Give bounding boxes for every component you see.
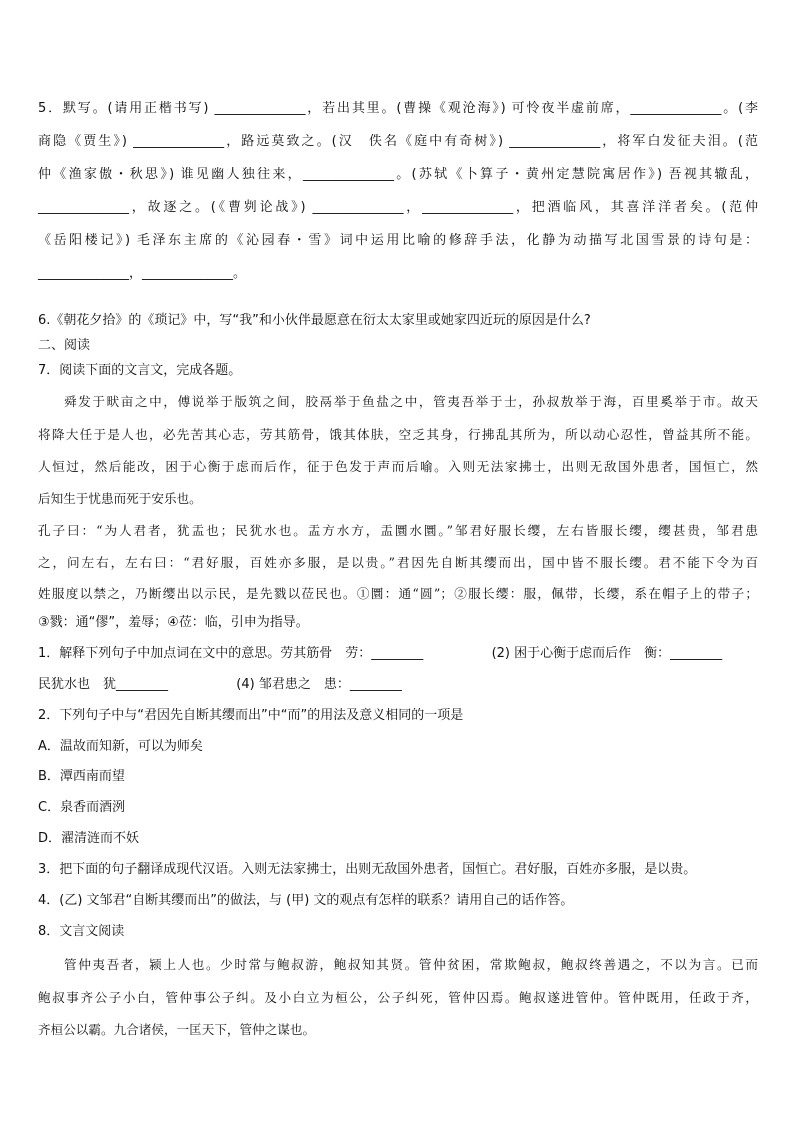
passage-a-line-1: 舜发于畎亩之中，傅说举于版筑之间，胶鬲举于鱼盐之中，管夷吾举于士，孙叔敖举于海，百里奚举于市。故天 xyxy=(64,394,758,409)
passage-b-line-3: 姓服度以禁之，乃断缨出以示民，是先戮以莅民也。①圜：通“圆”；②服长缨：服，佩带，长缨，系在帽子上的带子； xyxy=(38,586,758,601)
passage-b-line-2: 之，问左右，左右曰：“君好服，百姓亦多服，是以贵。”君因先自断其缨而出，国中皆不服长缨。君不能下令为百 xyxy=(38,555,758,570)
q6-question: 6.《朝花夕拾》的《琐记》中，写“我”和小伙伴最愿意在衍太太家里或她家四近玩的原因是什么? xyxy=(38,313,591,328)
passage-a-line-3: 人恒过，然后能改，困于心衡于虑而后作，征于色发于声而后喻。入则无法家拂士，出则无敌国外患者，国恒亡，然 xyxy=(38,459,758,474)
passage-b-line-1: 孔子曰：“为人君者，犹盂也；民犹水也。盂方水方，盂圜水圜。”邹君好服长缨，左右皆服长缨，缨甚贵，邹君患 xyxy=(38,523,758,538)
passage-a-line-2: 将降大任于是人也，必先苦其心志，劳其筋骨，饿其体肤，空乏其身，行拂乱其所为，所以动心忍性，曾益其所不能。 xyxy=(38,427,758,442)
q7-sub4: 4．(乙) 文邹君“自断其缨而出”的做法，与 (甲) 文的观点有怎样的联系？请用自己的话作答。 xyxy=(38,893,574,908)
q8-passage-line-3: 齐桓公以霸。九合诸侯，一匡天下，管仲之谋也。 xyxy=(38,1022,316,1037)
q8-passage-line-2: 鲍叔事齐公子小白，管仲事公子纠。及小白立为桓公，公子纠死，管仲囚焉。鲍叔遂进管仲。管仲既用，任政于齐， xyxy=(38,990,758,1005)
q5-line-5: 《岳阳楼记》) 毛泽东主席的《沁园春・雪》词中运用比喻的修辞手法，化静为动描写北国雪景的诗句是： xyxy=(38,233,758,248)
q7-sub2-option-a: A．温故而知新，可以为师矣 xyxy=(38,739,203,754)
q7-sub1-line-2 xyxy=(38,676,758,694)
section-heading: 二、阅读 xyxy=(38,338,91,353)
q5-line-6: ______________，______________。 xyxy=(38,266,247,281)
q5-line-3: 仲《渔家傲・秋思》) 谁见幽人独往来，______________。(苏轼《卜算子・黄州定慧院寓居作》) 吾视其辙乱， xyxy=(38,167,758,182)
q5-line-2: 商隐《贾生》) ______________，路远莫致之。(汉 佚名《庭中有奇树》) ______________，将军白发征夫泪。(范 xyxy=(38,134,758,149)
q7-intro: 7．阅读下面的文言文，完成各题。 xyxy=(38,363,242,378)
q5-line-1: 5．默写。(请用正楷书写) ______________，若出其里。(曹操《观沧海》) 可怜夜半虚前席，______________。(李 xyxy=(38,101,758,116)
q7-sub1-item-2: (2) 困于心衡于虑而后作 衡：________ xyxy=(491,646,723,661)
q7-sub2-option-c: C．泉香而酒洌 xyxy=(38,800,126,815)
q5-line-4: ______________，故逐之。(《曹刿论战》) ______________，______________，把酒临风，其喜洋洋者矣。(范仲 xyxy=(38,200,758,215)
passage-a-line-4: 后知生于忧患而死于安乐也。 xyxy=(38,491,202,506)
q7-sub2-question: 2．下列句子中与“君因先自断其缨而出”中“而”的用法及意义相同的一项是 xyxy=(38,708,464,723)
q8-passage-line-1: 管仲夷吾者，颍上人也。少时常与鲍叔游，鲍叔知其贤。管仲贫困，常欺鲍叔，鲍叔终善遇之，不以为言。已而 xyxy=(64,957,758,972)
q8-heading: 8．文言文阅读 xyxy=(38,924,125,939)
q7-sub1-item-3: 民犹水也 犹________ xyxy=(38,677,169,692)
q7-sub3: 3．把下面的句子翻译成现代汉语。入则无法家拂士，出则无敌国外患者，国恒亡。君好服，百姓亦多服，是以贵。 xyxy=(38,862,697,877)
q7-sub2-option-d: D．濯清涟而不妖 xyxy=(38,831,140,846)
q7-sub2-option-b: B．潭西南而望 xyxy=(38,769,125,784)
q7-sub1-line-1 xyxy=(38,645,758,663)
q7-sub1-item-1: 1．解释下列句子中加点词在文中的意思。劳其筋骨 劳：________ xyxy=(38,646,424,661)
passage-b-line-4: ③戮：通“僇”，羞辱；④莅：临，引申为指导。 xyxy=(38,615,309,630)
q7-sub1-item-4: (4) 邹君患之 患：________ xyxy=(236,677,402,692)
